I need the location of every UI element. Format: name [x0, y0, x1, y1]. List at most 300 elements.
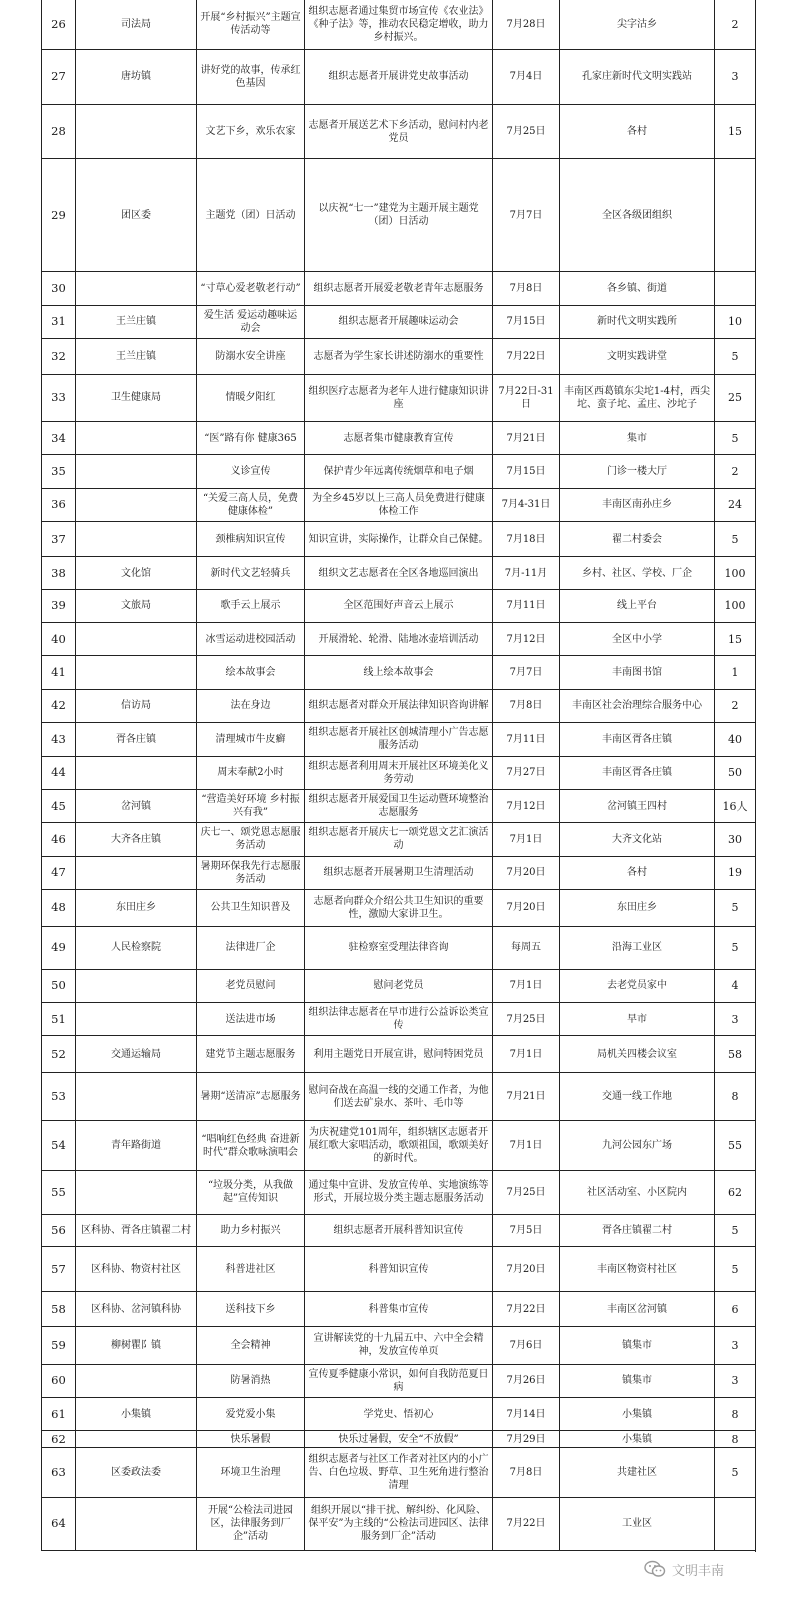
- activity-table: [41, 0, 756, 1551]
- organizing-unit: [76, 272, 197, 305]
- volunteer-count: 8: [715, 1397, 756, 1430]
- table-row: [42, 926, 756, 969]
- activity-date: 7月-11月: [493, 557, 560, 589]
- activity-content: 组织法律志愿者在早市进行公益诉讼类宣传: [305, 1002, 493, 1035]
- activity-place: 胥各庄镇翟二村: [560, 1214, 715, 1246]
- organizing-unit: 信访局: [76, 689, 197, 722]
- activity-date: 7月26日: [493, 1364, 560, 1397]
- activity-name: 全会精神: [197, 1326, 305, 1364]
- activity-date: 7月25日: [493, 1170, 560, 1214]
- activity-name: 暑期“送清凉”志愿服务: [197, 1072, 305, 1120]
- activity-content: 志愿者向群众介绍公共卫生知识的重要性，激励大家讲卫生。: [305, 889, 493, 926]
- row-number: 57: [42, 1247, 76, 1292]
- table-row: [42, 623, 756, 656]
- activity-content: 组织志愿者与社区工作者对社区内的小广告、白色垃圾、野草、卫生死角进行整治清理: [305, 1448, 493, 1498]
- table-right-border: [755, 0, 756, 1552]
- wechat-icon: [644, 1560, 666, 1578]
- activity-place: 九河公园东广场: [560, 1121, 715, 1171]
- table-row: [42, 49, 756, 105]
- table-row: [42, 1072, 756, 1120]
- activity-date: 7月22日-31日: [493, 374, 560, 421]
- activity-content: 开展滑轮、轮滑、陆地冰壶培训活动: [305, 623, 493, 656]
- organizing-unit: 青年路街道: [76, 1121, 197, 1171]
- activity-date: 7月20日: [493, 1247, 560, 1292]
- volunteer-count: 5: [715, 1214, 756, 1246]
- table-row: [42, 272, 756, 305]
- activity-name: 周末奉献2小时: [197, 756, 305, 789]
- activity-place: 小集镇: [560, 1397, 715, 1430]
- activity-place: 丰南区物资村社区: [560, 1247, 715, 1292]
- volunteer-count: 55: [715, 1121, 756, 1171]
- volunteer-count: [715, 159, 756, 272]
- row-number: 50: [42, 969, 76, 1002]
- activity-place: 交通一线工作地: [560, 1072, 715, 1120]
- activity-date: 7月8日: [493, 689, 560, 722]
- organizing-unit: 王兰庄镇: [76, 305, 197, 338]
- activity-date: 7月12日: [493, 623, 560, 656]
- activity-content: 组织志愿者对群众开展法律知识咨询讲解: [305, 689, 493, 722]
- activity-place: 全区各级团组织: [560, 159, 715, 272]
- table-row: [42, 689, 756, 722]
- table-row: [42, 823, 756, 856]
- activity-content: 慰问老党员: [305, 969, 493, 1002]
- activity-place: 各村: [560, 105, 715, 159]
- table-row: [42, 339, 756, 375]
- activity-content: 组织医疗志愿者为老年人进行健康知识讲座: [305, 374, 493, 421]
- activity-place: 孔家庄新时代文明实践站: [560, 49, 715, 105]
- activity-place: 岔河镇王四村: [560, 789, 715, 822]
- activity-date: 7月4日: [493, 49, 560, 105]
- table-row: [42, 589, 756, 622]
- activity-place: 共建社区: [560, 1448, 715, 1498]
- activity-name: “垃圾分类，从我做起”宣传知识: [197, 1170, 305, 1214]
- organizing-unit: 胥各庄镇: [76, 723, 197, 756]
- table-row: [42, 1036, 756, 1073]
- volunteer-count: 16人: [715, 789, 756, 822]
- activity-date: 7月18日: [493, 521, 560, 557]
- activity-content: 组织志愿者开展庆七一颂党恩文艺汇演活动: [305, 823, 493, 856]
- volunteer-count: 30: [715, 823, 756, 856]
- row-number: 29: [42, 159, 76, 272]
- organizing-unit: [76, 1002, 197, 1035]
- activity-content: 组织开展以“排干扰、解纠纷、化风险、保平安”为主线的“公检法司进园区、法律服务到厂企”活动: [305, 1497, 493, 1550]
- activity-content: 组织志愿者开展爱老敬老青年志愿服务: [305, 272, 493, 305]
- organizing-unit: [76, 521, 197, 557]
- activity-place: 各村: [560, 856, 715, 889]
- volunteer-count: 5: [715, 421, 756, 454]
- organizing-unit: [76, 1497, 197, 1550]
- table-row: [42, 1292, 756, 1326]
- activity-name: 建党节主题志愿服务: [197, 1036, 305, 1073]
- activity-place: 丰南区社会治理综合服务中心: [560, 689, 715, 722]
- activity-name: “医”路有你 健康365: [197, 421, 305, 454]
- activity-content: 保护青少年远离传统烟草和电子烟: [305, 455, 493, 488]
- table-row: [42, 856, 756, 889]
- activity-name: 歌手云上展示: [197, 589, 305, 622]
- table-row: [42, 1002, 756, 1035]
- organizing-unit: [76, 1170, 197, 1214]
- activity-content: 组织志愿者开展社区创城清理小广告志愿服务活动: [305, 723, 493, 756]
- activity-name: 送法进市场: [197, 1002, 305, 1035]
- organizing-unit: [76, 421, 197, 454]
- organizing-unit: [76, 969, 197, 1002]
- activity-place: 去老党员家中: [560, 969, 715, 1002]
- table-row: [42, 1170, 756, 1214]
- activity-name: 送科技下乡: [197, 1292, 305, 1326]
- table-row: [42, 1214, 756, 1246]
- activity-content: 组织文艺志愿者在全区各地巡回演出: [305, 557, 493, 589]
- table-row: [42, 1397, 756, 1430]
- activity-date: 7月25日: [493, 1002, 560, 1035]
- volunteer-count: 6: [715, 1292, 756, 1326]
- row-number: 26: [42, 0, 76, 49]
- volunteer-count: 25: [715, 374, 756, 421]
- row-number: 55: [42, 1170, 76, 1214]
- activity-date: 7月22日: [493, 339, 560, 375]
- activity-place: 局机关四楼会议室: [560, 1036, 715, 1073]
- volunteer-count: 10: [715, 305, 756, 338]
- organizing-unit: 东田庄乡: [76, 889, 197, 926]
- row-number: 54: [42, 1121, 76, 1171]
- row-number: 30: [42, 272, 76, 305]
- activity-place: 丰南区西葛镇东尖坨1-4村，西尖坨、蛮子坨、孟庄、沙坨子: [560, 374, 715, 421]
- activity-place: 社区活动室、小区院内: [560, 1170, 715, 1214]
- activity-date: 7月28日: [493, 0, 560, 49]
- volunteer-count: 100: [715, 557, 756, 589]
- activity-place: 门诊一楼大厅: [560, 455, 715, 488]
- activity-name: 清理城市牛皮癣: [197, 723, 305, 756]
- activity-content: 志愿者集市健康教育宣传: [305, 421, 493, 454]
- organizing-unit: [76, 1431, 197, 1448]
- volunteer-count: 3: [715, 49, 756, 105]
- organizing-unit: 团区委: [76, 159, 197, 272]
- row-number: 63: [42, 1448, 76, 1498]
- activity-date: 7月20日: [493, 889, 560, 926]
- organizing-unit: 区科协、胥各庄镇翟二村: [76, 1214, 197, 1246]
- organizing-unit: 岔河镇: [76, 789, 197, 822]
- activity-place: 集市: [560, 421, 715, 454]
- organizing-unit: 文旅局: [76, 589, 197, 622]
- row-number: 49: [42, 926, 76, 969]
- row-number: 52: [42, 1036, 76, 1073]
- row-number: 64: [42, 1497, 76, 1550]
- activity-place: 小集镇: [560, 1431, 715, 1448]
- activity-name: 环境卫生治理: [197, 1448, 305, 1498]
- activity-name: 法在身边: [197, 689, 305, 722]
- volunteer-count: 4: [715, 969, 756, 1002]
- activity-name: 颈椎病知识宣传: [197, 521, 305, 557]
- activity-name: “关爱三高人员，免费健康体检”: [197, 488, 305, 521]
- volunteer-count: 3: [715, 1002, 756, 1035]
- row-number: 46: [42, 823, 76, 856]
- volunteer-count: 5: [715, 926, 756, 969]
- activity-date: 7月11日: [493, 589, 560, 622]
- activity-place: 丰南区岔河镇: [560, 1292, 715, 1326]
- table-row: [42, 1247, 756, 1292]
- activity-date: 7月12日: [493, 789, 560, 822]
- activity-date: 7月1日: [493, 823, 560, 856]
- activity-date: 7月20日: [493, 856, 560, 889]
- row-number: 44: [42, 756, 76, 789]
- activity-name: 讲好党的故事，传承红色基因: [197, 49, 305, 105]
- activity-name: “寸草心爱老敬老行动”: [197, 272, 305, 305]
- activity-content: 组织志愿者开展科普知识宣传: [305, 1214, 493, 1246]
- activity-name: 开展“公检法司进园区，法律服务到厂企”活动: [197, 1497, 305, 1550]
- activity-content: 为全乡45岁以上三高人员免费进行健康体检工作: [305, 488, 493, 521]
- volunteer-count: [715, 272, 756, 305]
- activity-place: 沿海工业区: [560, 926, 715, 969]
- volunteer-count: 8: [715, 1072, 756, 1120]
- volunteer-count: 19: [715, 856, 756, 889]
- activity-date: 7月21日: [493, 421, 560, 454]
- activity-name: 科普进社区: [197, 1247, 305, 1292]
- activity-name: 爱生活 爱运动趣味运动会: [197, 305, 305, 338]
- activity-date: 7月8日: [493, 1448, 560, 1498]
- table-row: [42, 789, 756, 822]
- volunteer-count: 5: [715, 339, 756, 375]
- activity-name: “唱响红色经典 奋进新时代”群众歌咏演唱会: [197, 1121, 305, 1171]
- activity-date: 7月11日: [493, 723, 560, 756]
- volunteer-count: 2: [715, 455, 756, 488]
- activity-date: 7月4-31日: [493, 488, 560, 521]
- table-row: [42, 656, 756, 689]
- row-number: 51: [42, 1002, 76, 1035]
- volunteer-count: 15: [715, 105, 756, 159]
- organizing-unit: 王兰庄镇: [76, 339, 197, 375]
- volunteer-count: [715, 1497, 756, 1550]
- organizing-unit: 区科协、岔河镇科协: [76, 1292, 197, 1326]
- activity-content: 全区范围好声音云上展示: [305, 589, 493, 622]
- row-number: 45: [42, 789, 76, 822]
- table-row: [42, 105, 756, 159]
- volunteer-count: 5: [715, 1448, 756, 1498]
- activity-content: 驻检察室受理法律咨询: [305, 926, 493, 969]
- volunteer-count: 3: [715, 1364, 756, 1397]
- activity-date: 7月14日: [493, 1397, 560, 1430]
- activity-name: 快乐暑假: [197, 1431, 305, 1448]
- activity-place: 新时代文明实践所: [560, 305, 715, 338]
- organizing-unit: [76, 623, 197, 656]
- activity-content: 为庆祝建党101周年，组织辖区志愿者开展红歌大家唱活动，歌颂祖国，歌颂美好的新时代。: [305, 1121, 493, 1171]
- organizing-unit: [76, 856, 197, 889]
- activity-date: 7月22日: [493, 1497, 560, 1550]
- volunteer-count: 3: [715, 1326, 756, 1364]
- organizing-unit: 区科协、物资村社区: [76, 1247, 197, 1292]
- activity-date: 7月6日: [493, 1326, 560, 1364]
- activity-name: 义诊宣传: [197, 455, 305, 488]
- activity-date: 7月15日: [493, 455, 560, 488]
- table-row: [42, 421, 756, 454]
- row-number: 27: [42, 49, 76, 105]
- row-number: 32: [42, 339, 76, 375]
- organizing-unit: 唐坊镇: [76, 49, 197, 105]
- row-number: 37: [42, 521, 76, 557]
- activity-name: 老党员慰问: [197, 969, 305, 1002]
- activity-content: 科普集市宣传: [305, 1292, 493, 1326]
- activity-content: 宣传夏季健康小常识，如何自我防范夏日病: [305, 1364, 493, 1397]
- activity-place: 工业区: [560, 1497, 715, 1550]
- activity-name: 法律进厂企: [197, 926, 305, 969]
- activity-place: 全区中小学: [560, 623, 715, 656]
- activity-date: 7月21日: [493, 1072, 560, 1120]
- activity-content: 宣讲解读党的十九届五中、六中全会精神，发放宣传单页: [305, 1326, 493, 1364]
- row-number: 58: [42, 1292, 76, 1326]
- activity-date: 7月25日: [493, 105, 560, 159]
- activity-content: 学党史、悟初心: [305, 1397, 493, 1430]
- organizing-unit: [76, 1364, 197, 1397]
- organizing-unit: 柳树瞿阝镇: [76, 1326, 197, 1364]
- activity-place: 翟二村委会: [560, 521, 715, 557]
- activity-place: 丰南区胥各庄镇: [560, 723, 715, 756]
- row-number: 47: [42, 856, 76, 889]
- table-row: [42, 889, 756, 926]
- volunteer-count: 40: [715, 723, 756, 756]
- activity-content: 线上绘本故事会: [305, 656, 493, 689]
- activity-date: 7月8日: [493, 272, 560, 305]
- activity-date: 7月29日: [493, 1431, 560, 1448]
- watermark-text: 文明丰南: [672, 1563, 725, 1579]
- row-number: 41: [42, 656, 76, 689]
- table-row: [42, 374, 756, 421]
- row-number: 53: [42, 1072, 76, 1120]
- organizing-unit: 司法局: [76, 0, 197, 49]
- table-row: [42, 1121, 756, 1171]
- activity-date: 7月1日: [493, 1121, 560, 1171]
- activity-date: 7月7日: [493, 159, 560, 272]
- organizing-unit: 大齐各庄镇: [76, 823, 197, 856]
- activity-content: 志愿者开展送艺术下乡活动，慰问村内老党员: [305, 105, 493, 159]
- activity-place: 乡村、社区、学校、厂企: [560, 557, 715, 589]
- table-row: [42, 723, 756, 756]
- organizing-unit: 小集镇: [76, 1397, 197, 1430]
- activity-content: 慰问奋战在高温一线的交通工作者，为他们送去矿泉水、茶叶、毛巾等: [305, 1072, 493, 1120]
- activity-content: 组织志愿者利用周末开展社区环境美化义务劳动: [305, 756, 493, 789]
- activity-content: 组织志愿者开展趣味运动会: [305, 305, 493, 338]
- volunteer-count: 8: [715, 1431, 756, 1448]
- volunteer-count: 2: [715, 689, 756, 722]
- row-number: 33: [42, 374, 76, 421]
- table-row: [42, 0, 756, 49]
- table-row: [42, 557, 756, 589]
- activity-content: 知识宣讲，实际操作，让群众自己保健。: [305, 521, 493, 557]
- row-number: 34: [42, 421, 76, 454]
- table-row: [42, 969, 756, 1002]
- activity-name: 新时代文艺轻骑兵: [197, 557, 305, 589]
- activity-name: 公共卫生知识普及: [197, 889, 305, 926]
- row-number: 39: [42, 589, 76, 622]
- activity-place: 早市: [560, 1002, 715, 1035]
- activity-content: 以庆祝“七一”建党为主题开展主题党（团）日活动: [305, 159, 493, 272]
- row-number: 48: [42, 889, 76, 926]
- volunteer-count: 24: [715, 488, 756, 521]
- activity-name: 文艺下乡，欢乐农家: [197, 105, 305, 159]
- activity-place: 丰南图书馆: [560, 656, 715, 689]
- row-number: 42: [42, 689, 76, 722]
- row-number: 56: [42, 1214, 76, 1246]
- table-row: [42, 159, 756, 272]
- activity-date: 每周五: [493, 926, 560, 969]
- organizing-unit: 区委政法委: [76, 1448, 197, 1498]
- organizing-unit: [76, 1072, 197, 1120]
- activity-place: 丰南区南孙庄乡: [560, 488, 715, 521]
- activity-content: 快乐过暑假，安全“不放假”: [305, 1431, 493, 1448]
- row-number: 28: [42, 105, 76, 159]
- table-row: [42, 1497, 756, 1550]
- activity-table-sheet: [41, 0, 755, 1551]
- activity-content: 科普知识宣传: [305, 1247, 493, 1292]
- watermark: [640, 1557, 728, 1581]
- volunteer-count: 62: [715, 1170, 756, 1214]
- activity-date: 7月27日: [493, 756, 560, 789]
- activity-name: 绘本故事会: [197, 656, 305, 689]
- table-row: [42, 756, 756, 789]
- row-number: 59: [42, 1326, 76, 1364]
- activity-content: 利用主题党日开展宣讲，慰问特困党员: [305, 1036, 493, 1073]
- table-row: [42, 1448, 756, 1498]
- activity-date: 7月1日: [493, 969, 560, 1002]
- activity-content: 组织志愿者开展讲党史故事活动: [305, 49, 493, 105]
- activity-name: 情暖夕阳红: [197, 374, 305, 421]
- row-number: 43: [42, 723, 76, 756]
- organizing-unit: [76, 756, 197, 789]
- activity-name: 防暑消热: [197, 1364, 305, 1397]
- activity-name: 助力乡村振兴: [197, 1214, 305, 1246]
- row-number: 36: [42, 488, 76, 521]
- organizing-unit: 卫生健康局: [76, 374, 197, 421]
- activity-content: 通过集中宣讲、发放宣传单、实地演练等形式，开展垃圾分类主题志愿服务活动: [305, 1170, 493, 1214]
- table-row: [42, 1326, 756, 1364]
- volunteer-count: 15: [715, 623, 756, 656]
- row-number: 61: [42, 1397, 76, 1430]
- activity-name: “营造美好环境 乡村振兴有我”: [197, 789, 305, 822]
- activity-name: 开展“乡村振兴”主题宣传活动等: [197, 0, 305, 49]
- activity-place: 丰南区胥各庄镇: [560, 756, 715, 789]
- organizing-unit: [76, 488, 197, 521]
- row-number: 62: [42, 1431, 76, 1448]
- activity-place: 镇集市: [560, 1364, 715, 1397]
- activity-date: 7月22日: [493, 1292, 560, 1326]
- organizing-unit: [76, 105, 197, 159]
- activity-content: 组织志愿者开展暑期卫生清理活动: [305, 856, 493, 889]
- activity-name: 冰雪运动进校园活动: [197, 623, 305, 656]
- activity-name: 庆七一、颂党恩志愿服务活动: [197, 823, 305, 856]
- activity-date: 7月1日: [493, 1036, 560, 1073]
- row-number: 40: [42, 623, 76, 656]
- activity-name: 爱党爱小集: [197, 1397, 305, 1430]
- volunteer-count: 58: [715, 1036, 756, 1073]
- activity-place: 镇集市: [560, 1326, 715, 1364]
- volunteer-count: 100: [715, 589, 756, 622]
- row-number: 35: [42, 455, 76, 488]
- table-row: [42, 305, 756, 338]
- activity-name: 防溺水安全讲座: [197, 339, 305, 375]
- organizing-unit: 文化馆: [76, 557, 197, 589]
- volunteer-count: 5: [715, 521, 756, 557]
- table-row: [42, 488, 756, 521]
- table-row: [42, 521, 756, 557]
- activity-name: 主题党（团）日活动: [197, 159, 305, 272]
- volunteer-count: 2: [715, 0, 756, 49]
- row-number: 38: [42, 557, 76, 589]
- activity-content: 志愿者为学生家长讲述防溺水的重要性: [305, 339, 493, 375]
- activity-date: 7月5日: [493, 1214, 560, 1246]
- row-number: 60: [42, 1364, 76, 1397]
- activity-date: 7月7日: [493, 656, 560, 689]
- organizing-unit: [76, 656, 197, 689]
- activity-place: 文明实践讲堂: [560, 339, 715, 375]
- table-row: [42, 455, 756, 488]
- volunteer-count: 1: [715, 656, 756, 689]
